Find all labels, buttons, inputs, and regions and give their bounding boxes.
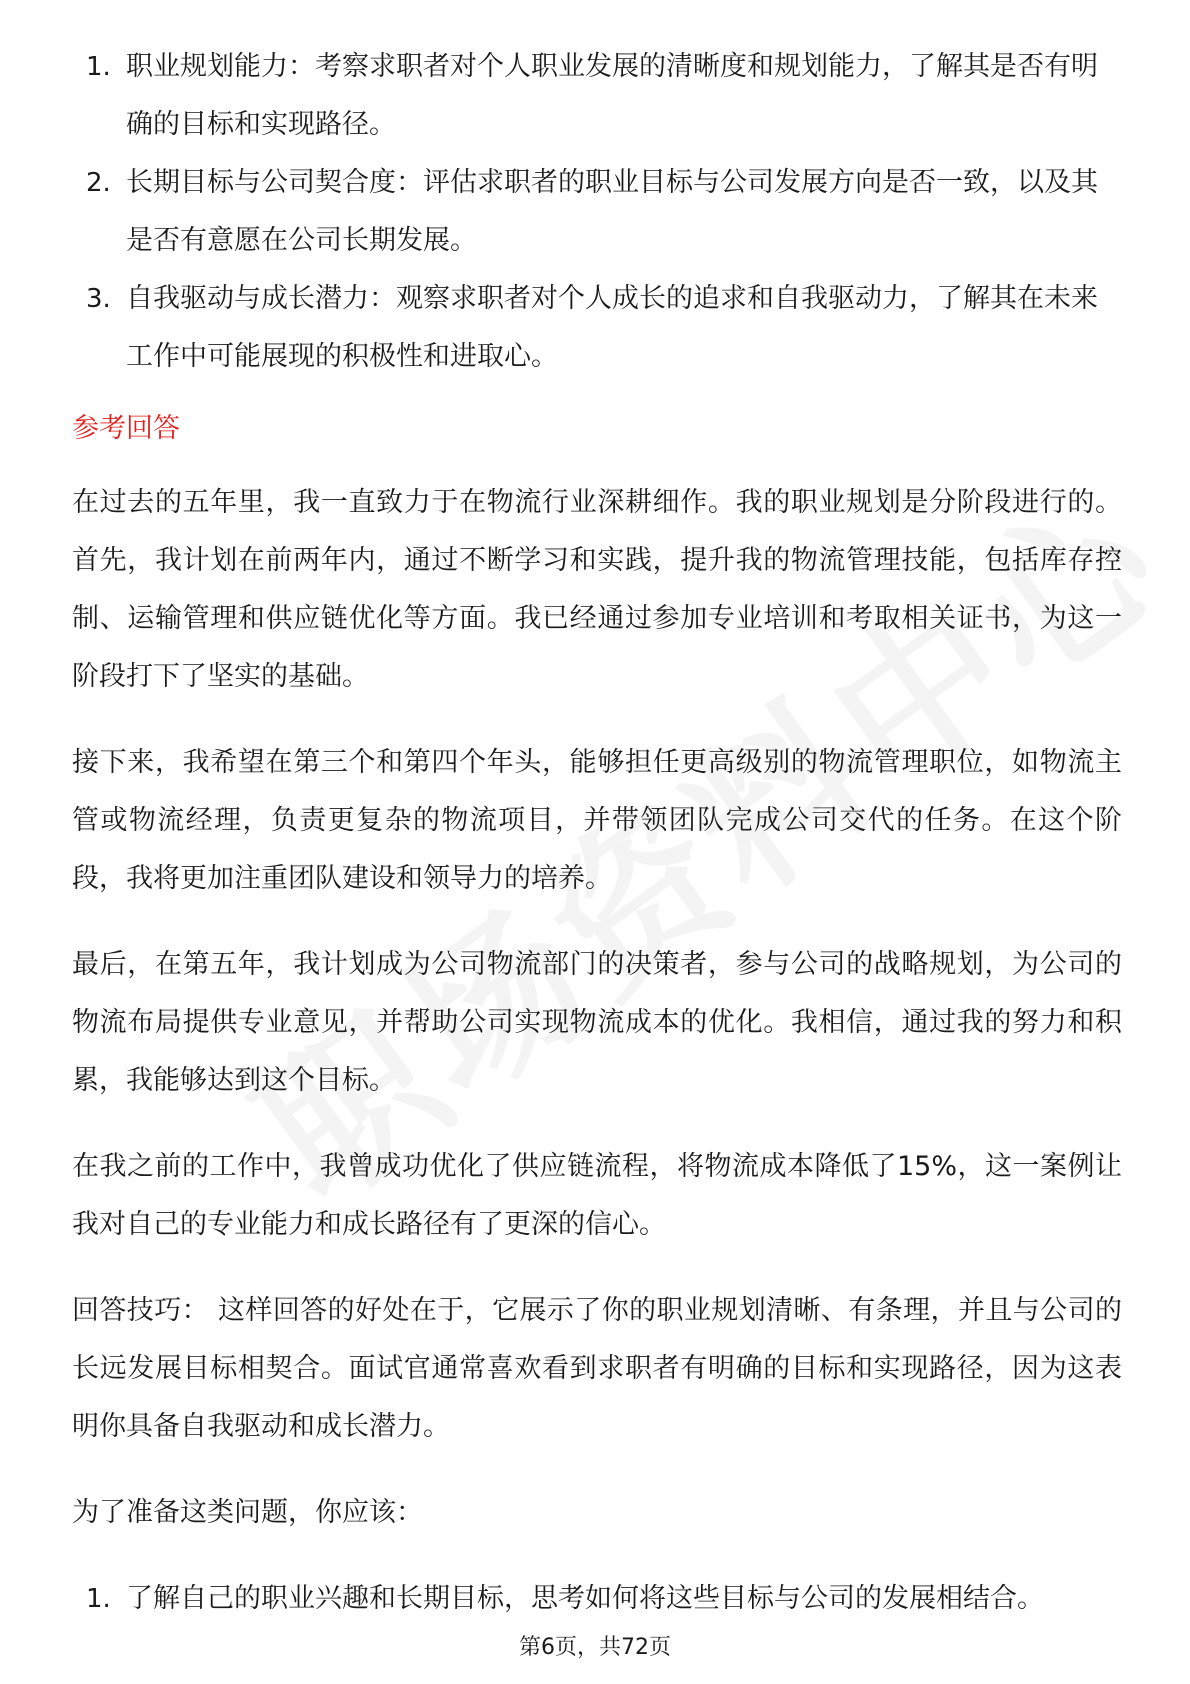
- list-item-text: 自我驱动与成长潜力：观察求职者对个人成长的追求和自我驱动力，了解其在未来工作中可能展现的积极性和进取心。: [126, 283, 1098, 372]
- list-item-text: 长期目标与公司契合度：评估求职者的职业目标与公司发展方向是否一致，以及其是否有意愿在公司长期发展。: [126, 167, 1098, 256]
- answer-paragraph: 接下来，我希望在第三个和第四个年头，能够担任更高级别的物流管理职位，如物流主管或物流经理，负责更复杂的物流项目，并带领团队完成公司交代的任务。在这个阶段，我将更加注重团队建设和领导力的培养。: [72, 747, 1122, 894]
- prep-list: [72, 1570, 1122, 1628]
- list-item-number: 2.: [86, 168, 111, 198]
- answer-paragraph: 在过去的五年里，我一直致力于在物流行业深耕细作。我的职业规划是分阶段进行的。首先，我计划在前两年内，通过不断学习和实践，提升我的物流管理技能，包括库存控制、运输管理和供应链优化等方面。我已经通过参加专业培训和考取相关证书，为这一阶段打下了坚实的基础。: [72, 487, 1122, 692]
- answer-paragraph: 在我之前的工作中，我曾成功优化了供应链流程，将物流成本降低了15%，这一案例让我对自己的专业能力和成长路径有了更深的信心。: [72, 1151, 1122, 1240]
- list-item: [72, 154, 1122, 270]
- list-item-number: 1.: [86, 1584, 111, 1614]
- list-item-number: 3.: [86, 284, 111, 314]
- list-item-text: 了解自己的职业兴趣和长期目标，思考如何将这些目标与公司的发展相结合。: [126, 1583, 1044, 1614]
- page-footer: 第6页，共72页: [519, 1635, 671, 1660]
- page-content: [72, 38, 1122, 1628]
- list-item-text: 职业规划能力：考察求职者对个人职业发展的清晰度和规划能力，了解其是否有明确的目标和实现路径。: [126, 51, 1098, 140]
- tips-paragraph: 回答技巧： 这样回答的好处在于，它展示了你的职业规划清晰、有条理，并且与公司的长远发展目标相契合。面试官通常喜欢看到求职者有明确的目标和实现路径，因为这表明你具备自我驱动和成长潜力。: [72, 1295, 1122, 1442]
- prep-intro: 为了准备这类问题，你应该：: [72, 1497, 423, 1528]
- section-title: 参考回答: [72, 413, 180, 444]
- list-item: [72, 1570, 1122, 1628]
- list-item: [72, 270, 1122, 386]
- list-item-number: 1.: [86, 52, 111, 82]
- answer-paragraph: 最后，在第五年，我计划成为公司物流部门的决策者，参与公司的战略规划，为公司的物流布局提供专业意见，并帮助公司实现物流成本的优化。我相信，通过我的努力和积累，我能够达到这个目标。: [72, 949, 1122, 1096]
- list-item: [72, 38, 1122, 154]
- criteria-list: [72, 38, 1122, 386]
